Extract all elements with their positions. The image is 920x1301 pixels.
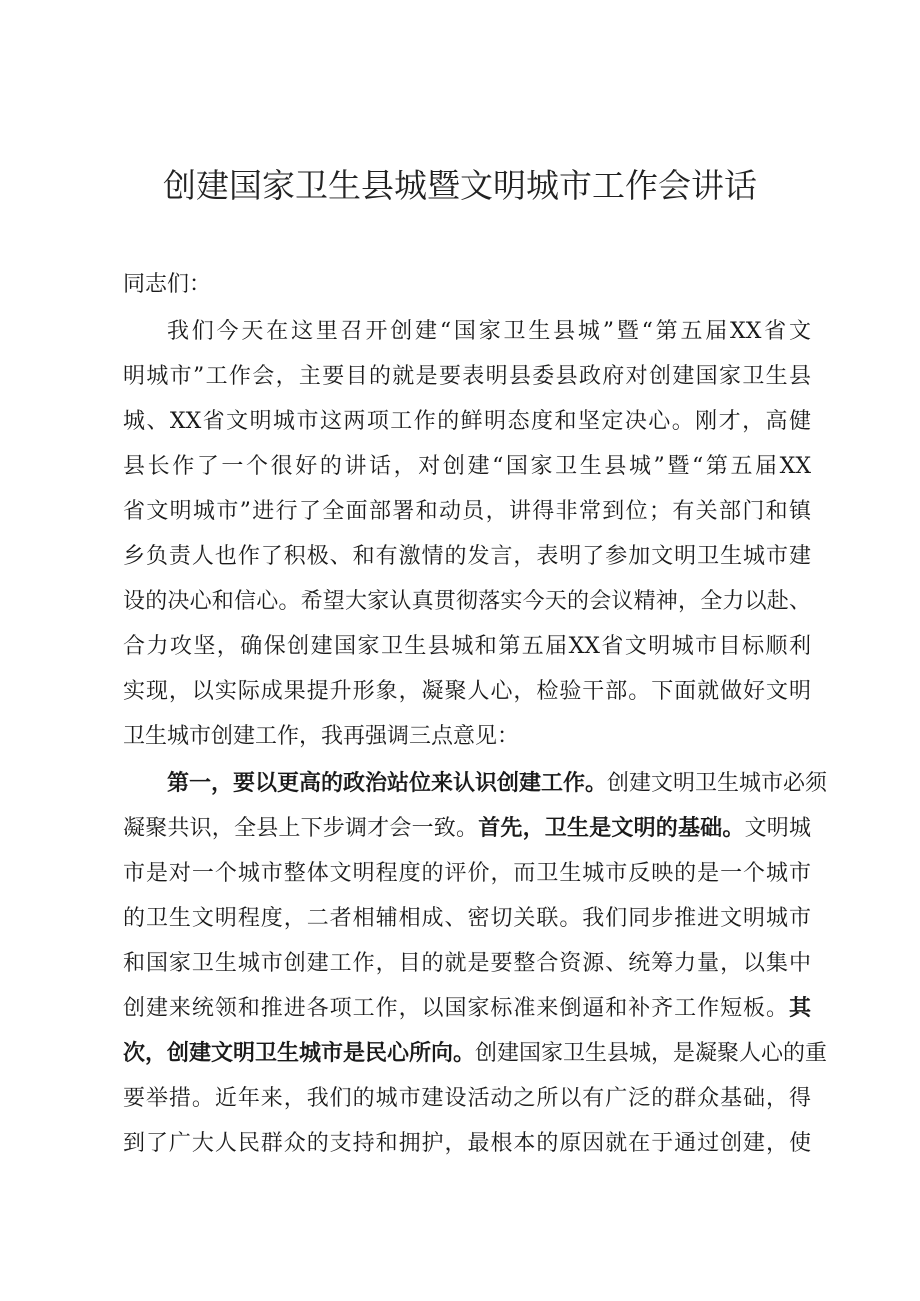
paragraph-line (123, 986, 811, 1031)
paragraph-line (123, 761, 828, 806)
paragraph-line: 县长作了一个很好的讲话，对创建“国家卫生县城”暨“第五届XX (123, 454, 811, 479)
subpoint-heading: 其 (788, 996, 811, 1021)
paragraph-line: 市是对一个城市整体文明程度的评价，而卫生城市反映的是一个城市 (123, 861, 811, 886)
subpoint-heading: 次，创建文明卫生城市是民心所向。 (123, 1041, 476, 1066)
paragraph-line: 和国家卫生城市创建工作，目的就是要整合资源、统筹力量，以集中 (123, 951, 811, 976)
paragraph-line: 省文明城市”进行了全面部署和动员，讲得非常到位；有关部门和镇 (123, 499, 811, 524)
paragraph-line: 的卫生文明程度，二者相辅相成、密切关联。我们同步推进文明城市 (123, 906, 811, 931)
paragraph-intro (123, 309, 811, 759)
paragraph-line: 设的决心和信心。希望大家认真贯彻落实今天的会议精神，全力以赴、 (123, 589, 811, 614)
paragraph-line: 我们今天在这里召开创建“国家卫生县城”暨“第五届XX省文 (167, 319, 811, 344)
paragraph-line: 卫生城市创建工作，我再强调三点意见： (123, 724, 520, 749)
paragraph-line: 实现，以实际成果提升形象，凝聚人心，检验干部。下面就做好文明 (123, 679, 811, 704)
line-text: 创建文明卫生城市必须 (607, 771, 828, 796)
line-text: 创建国家卫生县城，是凝聚人心的重 (475, 1041, 828, 1066)
line-text: 创建来统领和推进各项工作，以国家标准来倒逼和补齐工作短板。 (123, 996, 789, 1021)
paragraph-line: 到了广大人民群众的支持和拥护，最根本的原因就在于通过创建，使 (123, 1131, 811, 1156)
salutation: 同志们： (123, 272, 212, 297)
paragraph-line (123, 806, 811, 851)
document-title: 创建国家卫生县城暨文明城市工作会讲话 (163, 166, 757, 205)
paragraph-first-point (123, 761, 828, 1166)
paragraph-line: 合力攻坚，确保创建国家卫生县城和第五届XX省文明城市目标顺利 (123, 634, 811, 659)
paragraph-line: 乡负责人也作了积极、和有激情的发言，表明了参加文明卫生城市建 (123, 544, 811, 569)
line-text: 文明城 (744, 816, 811, 841)
document-body (123, 262, 828, 1166)
point-heading: 第一，要以更高的政治站位来认识创建工作。 (167, 771, 608, 796)
paragraph-line: 明城市”工作会，主要目的就是要表明县委县政府对创建国家卫生县 (123, 364, 811, 389)
paragraph-line: 要举措。近年来，我们的城市建设活动之所以有广泛的群众基础，得 (123, 1086, 811, 1111)
subpoint-heading: 首先，卫生是文明的基础。 (478, 816, 745, 841)
paragraph-line (123, 1031, 828, 1076)
paragraph-line: 城、XX省文明城市这两项工作的鲜明态度和坚定决心。刚才，高健 (123, 409, 811, 434)
line-text: 凝聚共识，全县上下步调才会一致。 (123, 816, 479, 841)
